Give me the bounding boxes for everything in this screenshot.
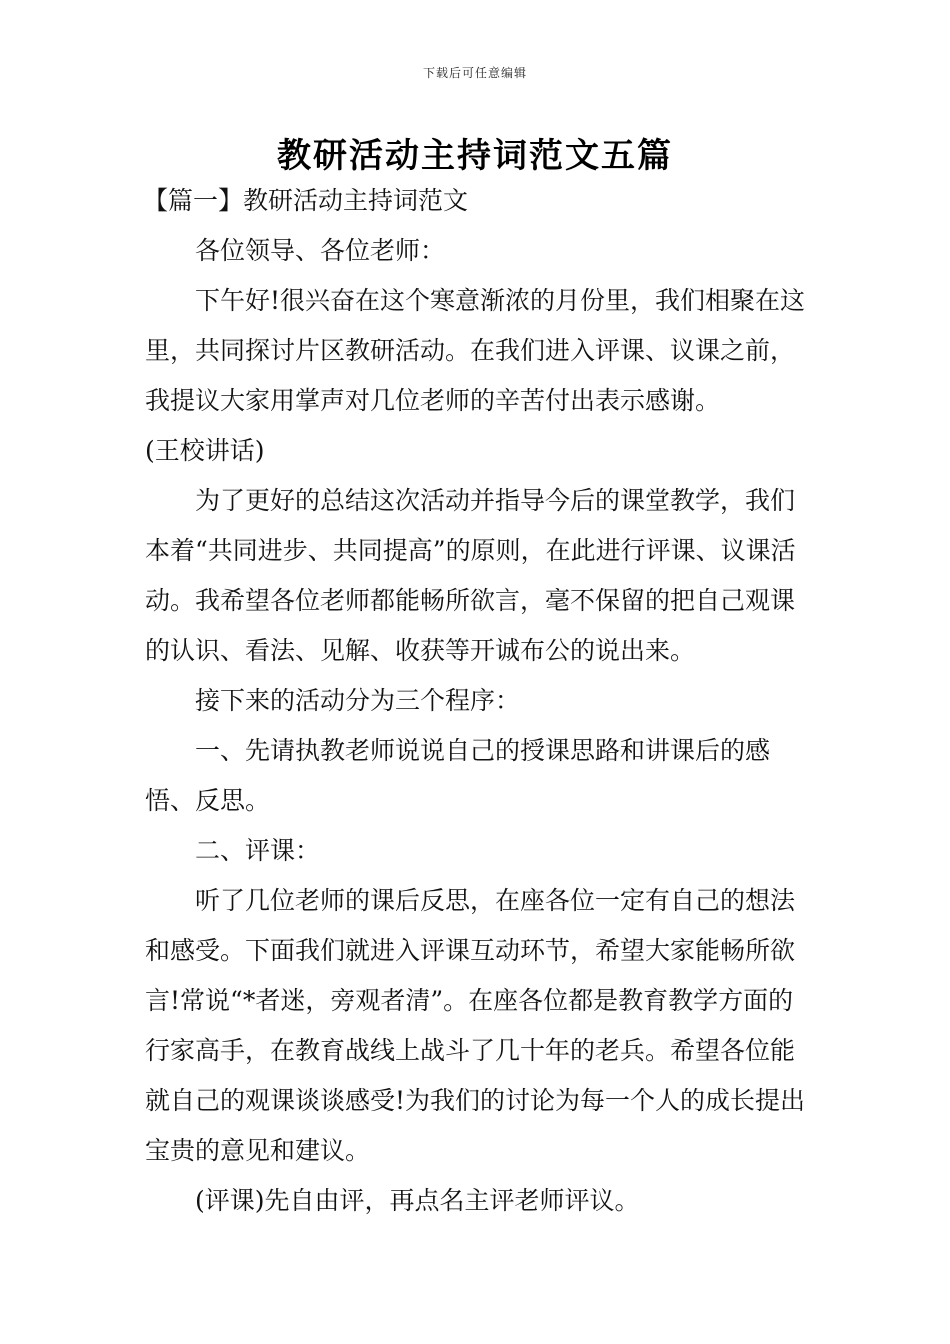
header-note: 下载后可任意编辑 (422, 66, 527, 80)
document-body (145, 176, 810, 1226)
paragraph-greeting: 各位领导、各位老师： (195, 236, 446, 265)
paragraph-procedure-intro: 接下来的活动分为三个程序： (195, 686, 521, 715)
paragraph-opening: 下午好!很兴奋在这个寒意渐浓的月份里，我们相聚在这里，共同探讨片区教研活动。在我们进入评课、议课之前，我提议大家用掌声对几位老师的辛苦付出表示感谢。 (145, 286, 806, 415)
paragraph-discussion: 听了几位老师的课后反思，在座各位一定有自己的想法和感受。下面我们就进入评课互动环节，希望大家能畅所欲言!常说“*者迷，旁观者清”。在座各位都是教育教学方面的行家高手，在教育战线上战斗了几十年的老兵。希望各位能就自己的观课谈谈感受!为我们的讨论为每一个人的成长提出宝贵的意见和建议。 (145, 886, 806, 1165)
paragraph-evaluation: (评课)先自由评，再点名主评老师评议。 (195, 1186, 640, 1215)
paragraph-step-two: 二、评课： (195, 836, 321, 865)
section-heading: 【篇一】教研活动主持词范文 (143, 186, 469, 215)
paragraph-purpose: 为了更好的总结这次活动并指导今后的课堂教学，我们本着“共同进步、共同提高”的原则，在此进行评课、议课活动。我希望各位老师都能畅所欲言，毫不保留的把自己观课的认识、看法、见解、收获等开诚布公的说出来。 (145, 486, 796, 665)
paragraph-step-one: 一、先请执教老师说说自己的授课思路和讲课后的感悟、反思。 (145, 736, 771, 815)
paragraph-principal-speech: (王校讲话) (145, 436, 265, 465)
document-title: 教研活动主持词范文五篇 (277, 136, 673, 176)
